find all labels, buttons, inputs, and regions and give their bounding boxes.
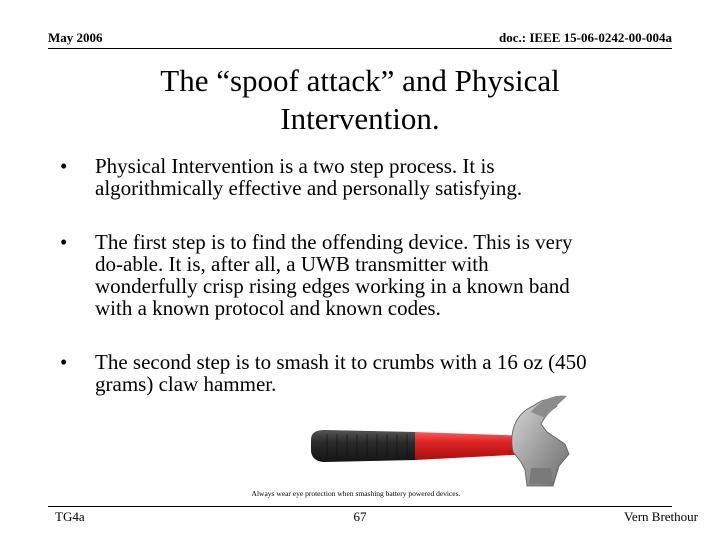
slide-title-line-1: The “spoof attack” and Physical [160, 63, 560, 98]
bullet-list [60, 155, 680, 395]
header-date: May 2006 [48, 30, 103, 45]
footer-author: Vern Brethour [623, 509, 698, 524]
slide-title [60, 62, 660, 138]
claw-hammer-icon [305, 392, 573, 488]
footer-divider [48, 506, 672, 507]
bullet-text-line: grams) claw hammer. [95, 372, 277, 396]
bullet-text-line: do-able. It is, after all, a UWB transmitter with [95, 252, 489, 276]
bullet-item [60, 231, 680, 319]
bullet-text-line: Physical Intervention is a two step process. It is [95, 154, 495, 178]
slide-title-line-2: Intervention. [280, 101, 440, 136]
bullet-marker: • [60, 154, 68, 178]
bullet-marker: • [60, 230, 68, 254]
bullet-text-line: The second step is to smash it to crumbs with a 16 oz (450 [95, 350, 587, 374]
bullet-marker: • [60, 350, 68, 374]
image-caption: Always wear eye protection when smashing battery powered devices. [251, 489, 461, 498]
footer-page-number: 67 [353, 509, 367, 524]
bullet-text-line: wonderfully crisp rising edges working in a known band [95, 274, 570, 298]
header-divider [48, 48, 672, 49]
footer-group-label: TG4a [55, 509, 85, 524]
bullet-text-line: The first step is to find the offending device. This is very [95, 230, 573, 254]
bullet-text-line: algorithmically effective and personally satisfying. [95, 176, 523, 200]
bullet-item [60, 351, 680, 395]
bullet-text-line: with a known protocol and known codes. [95, 296, 441, 320]
header-doc-id: doc.: IEEE 15-06-0242-00-004a [499, 30, 672, 45]
bullet-item [60, 155, 680, 199]
